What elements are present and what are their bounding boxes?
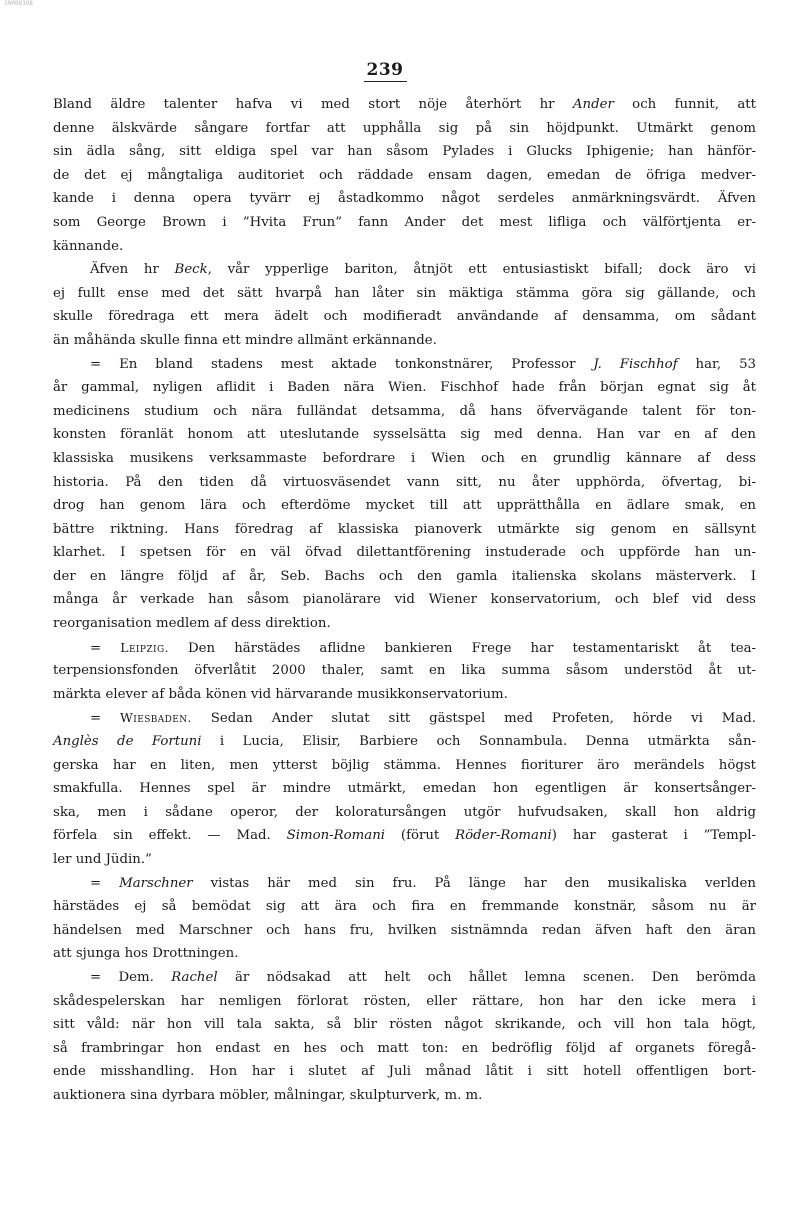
- text-run: konsten föranlät honom att uteslutande sysselsätta sig med denna. Han var en af den: [53, 427, 756, 443]
- text-run: skådespelerskan har nemligen förlorat rösten, eller rättare, hon har den icke mera i: [53, 993, 756, 1009]
- text-line: [53, 117, 756, 141]
- page-body-text: [53, 93, 756, 1108]
- text-run: sin ädla sång, sitt eldiga spel var han såsom Pylades i Glucks Iphigenie; han hänför-: [53, 144, 756, 160]
- text-run: =: [90, 640, 121, 656]
- text-run: Bland äldre talenter hafva vi med stort nöje återhört hr: [53, 97, 573, 112]
- text-line: [53, 305, 756, 329]
- text-line: [53, 588, 756, 612]
- text-run: denne älskvärde sångare fortfar att upphålla sig på sin höjdpunkt. Utmärkt genom: [53, 120, 756, 136]
- text-line: [53, 730, 756, 754]
- text-line: [53, 494, 756, 518]
- text-run: , vår ypperlige bariton, åtnjöt ett entusiastiskt bifall; dock äro vi: [207, 262, 757, 278]
- italic-name: J. Fischhof: [593, 356, 678, 372]
- text-run: är nödsakad att helt och hållet lemna scenen. Den berömda: [217, 969, 756, 985]
- text-run: skulle föredraga ett mera ädelt och modifieradt användande af densamma, om sådant: [53, 309, 756, 325]
- text-run: (förut: [385, 828, 456, 844]
- text-run: smakfulla. Hennes spel är mindre utmärkt, emedan hon egentligen är konsertsånger-: [53, 781, 756, 797]
- text-line: [53, 329, 756, 353]
- text-line: [53, 235, 756, 259]
- text-run: drog han genom lära och efterdöme mycket till att upprätthålla en ädlare smak, en: [53, 498, 756, 514]
- text-run: bättre riktning. Hans föredrag af klassiska pianoverk utmärkte sig genom en sällsynt: [53, 521, 756, 537]
- text-run: ska, men i sådane operor, der koloratursången utgör hufvudsaken, skall hon aldrig: [53, 804, 756, 820]
- text-line: [53, 966, 756, 990]
- text-line: [53, 872, 756, 896]
- text-line: [53, 919, 756, 943]
- text-line: [53, 801, 756, 825]
- text-line: [53, 706, 756, 730]
- text-run: härstädes ej så bemödat sig att ära och fira en fremmande konstnär, såsom nu är: [53, 899, 756, 915]
- text-line: [53, 258, 756, 282]
- italic-name: Röder-Romani: [455, 828, 552, 844]
- text-run: ende misshandling. Hon har i slutet af Juli månad låtit i sitt hotell offentligen bort-: [53, 1064, 756, 1080]
- text-run: klarhet. I spetsen för en väl öfvad dilettantförening instuderade och uppförde han un-: [53, 545, 756, 561]
- text-run: der en längre följd af år, Seb. Bachs och den gamla italienska skolans mästerverk. I: [53, 568, 756, 584]
- text-run: historia. På den tiden då virtuosväsendet vann sitt, nu åter upphörda, öfvertag, bi-: [53, 474, 756, 490]
- text-line: [53, 211, 756, 235]
- text-line: [53, 754, 756, 778]
- text-run: medicinens studium och nära fulländat detsamma, då hans öfvervägande talent för ton-: [53, 403, 756, 419]
- text-line: [53, 848, 756, 872]
- text-run: ) har gasterat i ”Templ-: [551, 828, 757, 844]
- text-line: [53, 400, 756, 424]
- text-line: [53, 942, 756, 966]
- text-run: kande i denna opera tyvärr ej åstadkommo något serdeles anmärkningsvärdt. Äfven: [53, 191, 756, 207]
- place-heading: Wiesbaden.: [120, 710, 192, 726]
- text-line: [53, 93, 756, 117]
- text-line: [53, 541, 756, 565]
- page-number: [0, 60, 770, 82]
- text-line: [53, 683, 756, 707]
- text-line: [53, 447, 756, 471]
- text-line: [53, 777, 756, 801]
- text-line: [53, 282, 756, 306]
- italic-name: Ander: [572, 97, 614, 112]
- text-line: [53, 659, 756, 683]
- text-line: [53, 1013, 756, 1037]
- text-run: gerska har en liten, men ytterst böjlig stämma. Hennes fioriturer äro merändels högst: [53, 757, 756, 773]
- text-run: år gammal, nyligen aflidit i Baden nära Wien. Fischhof hade från början egnat sig åt: [53, 380, 756, 396]
- text-run: ler und Jüdin.”: [53, 852, 152, 867]
- text-line: [53, 990, 756, 1014]
- text-run: kännande.: [53, 238, 124, 254]
- text-line: [53, 636, 756, 660]
- text-line: [53, 895, 756, 919]
- text-line: [53, 824, 756, 848]
- text-run: har, 53: [677, 356, 756, 372]
- text-run: Sedan Ander slutat sitt gästspel med Profeten, hörde vi Mad.: [191, 711, 756, 727]
- text-line: [53, 353, 756, 377]
- text-line: [53, 1084, 756, 1108]
- text-run: vistas här med sin fru. På länge har den musikaliska verlden: [192, 875, 756, 891]
- text-run: ej fullt ense med det sätt hvarpå han låter sin mäktiga stämma göra sig gällande, och: [53, 285, 756, 301]
- text-run: så frambringar hon endast en hes och matt ton: en bedröflig följd af organets föregå-: [53, 1040, 756, 1056]
- text-line: [53, 471, 756, 495]
- text-line: [53, 187, 756, 211]
- text-line: [53, 1037, 756, 1061]
- text-run: auktionera sina dyrbara möbler, målningar, skulpturverk, m. m.: [53, 1087, 483, 1103]
- text-run: märkta elever af båda könen vid härvarande musikkonservatorium.: [53, 686, 508, 702]
- text-run: förfela sin effekt. — Mad.: [53, 828, 287, 844]
- text-run: att sjunga hos Drottningen.: [53, 946, 239, 962]
- text-line: [53, 140, 756, 164]
- text-line: [53, 1060, 756, 1084]
- text-run: = Dem.: [90, 969, 172, 985]
- text-run: än måhända skulle finna ett mindre allmänt erkännande.: [53, 332, 437, 348]
- text-line: [53, 423, 756, 447]
- italic-name: Anglès de Fortuni: [53, 734, 202, 750]
- text-line: [53, 164, 756, 188]
- text-run: många år verkade han såsom pianolärare vid Wiener konservatorium, och blef vid dess: [53, 592, 756, 608]
- text-run: =: [90, 711, 121, 727]
- text-run: =: [90, 875, 120, 891]
- archive-id-mark: 10000398: [4, 0, 33, 7]
- text-run: = En bland stadens mest aktade tonkonstnärer, Professor: [90, 356, 594, 372]
- text-run: sitt våld: när hon vill tala sakta, så blir rösten något skrikande, och vill hon tala högt,: [53, 1017, 756, 1033]
- text-line: [53, 565, 756, 589]
- text-run: reorganisation medlem af dess direktion.: [53, 616, 331, 632]
- text-line: [53, 612, 756, 636]
- text-run: och funnit, att: [613, 97, 756, 112]
- page-number-text: 239: [364, 60, 407, 82]
- text-line: [53, 376, 756, 400]
- italic-name: Simon-Romani: [286, 828, 386, 844]
- italic-name: Rachel: [171, 969, 218, 985]
- text-run: Äfven hr: [90, 262, 175, 278]
- text-run: klassiska musikens verksammaste befordrare i Wien och en grundlig kännare af dess: [53, 450, 756, 466]
- text-line: [53, 518, 756, 542]
- italic-name: Beck: [174, 262, 208, 278]
- text-run: Den härstädes aflidne bankieren Frege har testamentariskt åt tea-: [168, 640, 756, 656]
- place-heading: Leipzig.: [120, 639, 169, 655]
- text-run: terpensionsfonden öfverlåtit 2000 thaler, samt en lika summa såsom understöd åt ut-: [53, 663, 756, 679]
- italic-name: Marschner: [119, 875, 193, 891]
- text-run: händelsen med Marschner och hans fru, hvilken sistnämnda redan äfven haft den äran: [53, 922, 756, 938]
- text-run: i Lucia, Elisir, Barbiere och Sonnambula. Denna utmärkta sån-: [201, 734, 756, 750]
- text-run: som George Brown i ”Hvita Frun” fann Ander det mest lifliga och välförtjenta er-: [53, 214, 756, 230]
- text-run: de det ej mångtaliga auditoriet och räddade ensam dagen, emedan de öfriga medver-: [53, 167, 756, 183]
